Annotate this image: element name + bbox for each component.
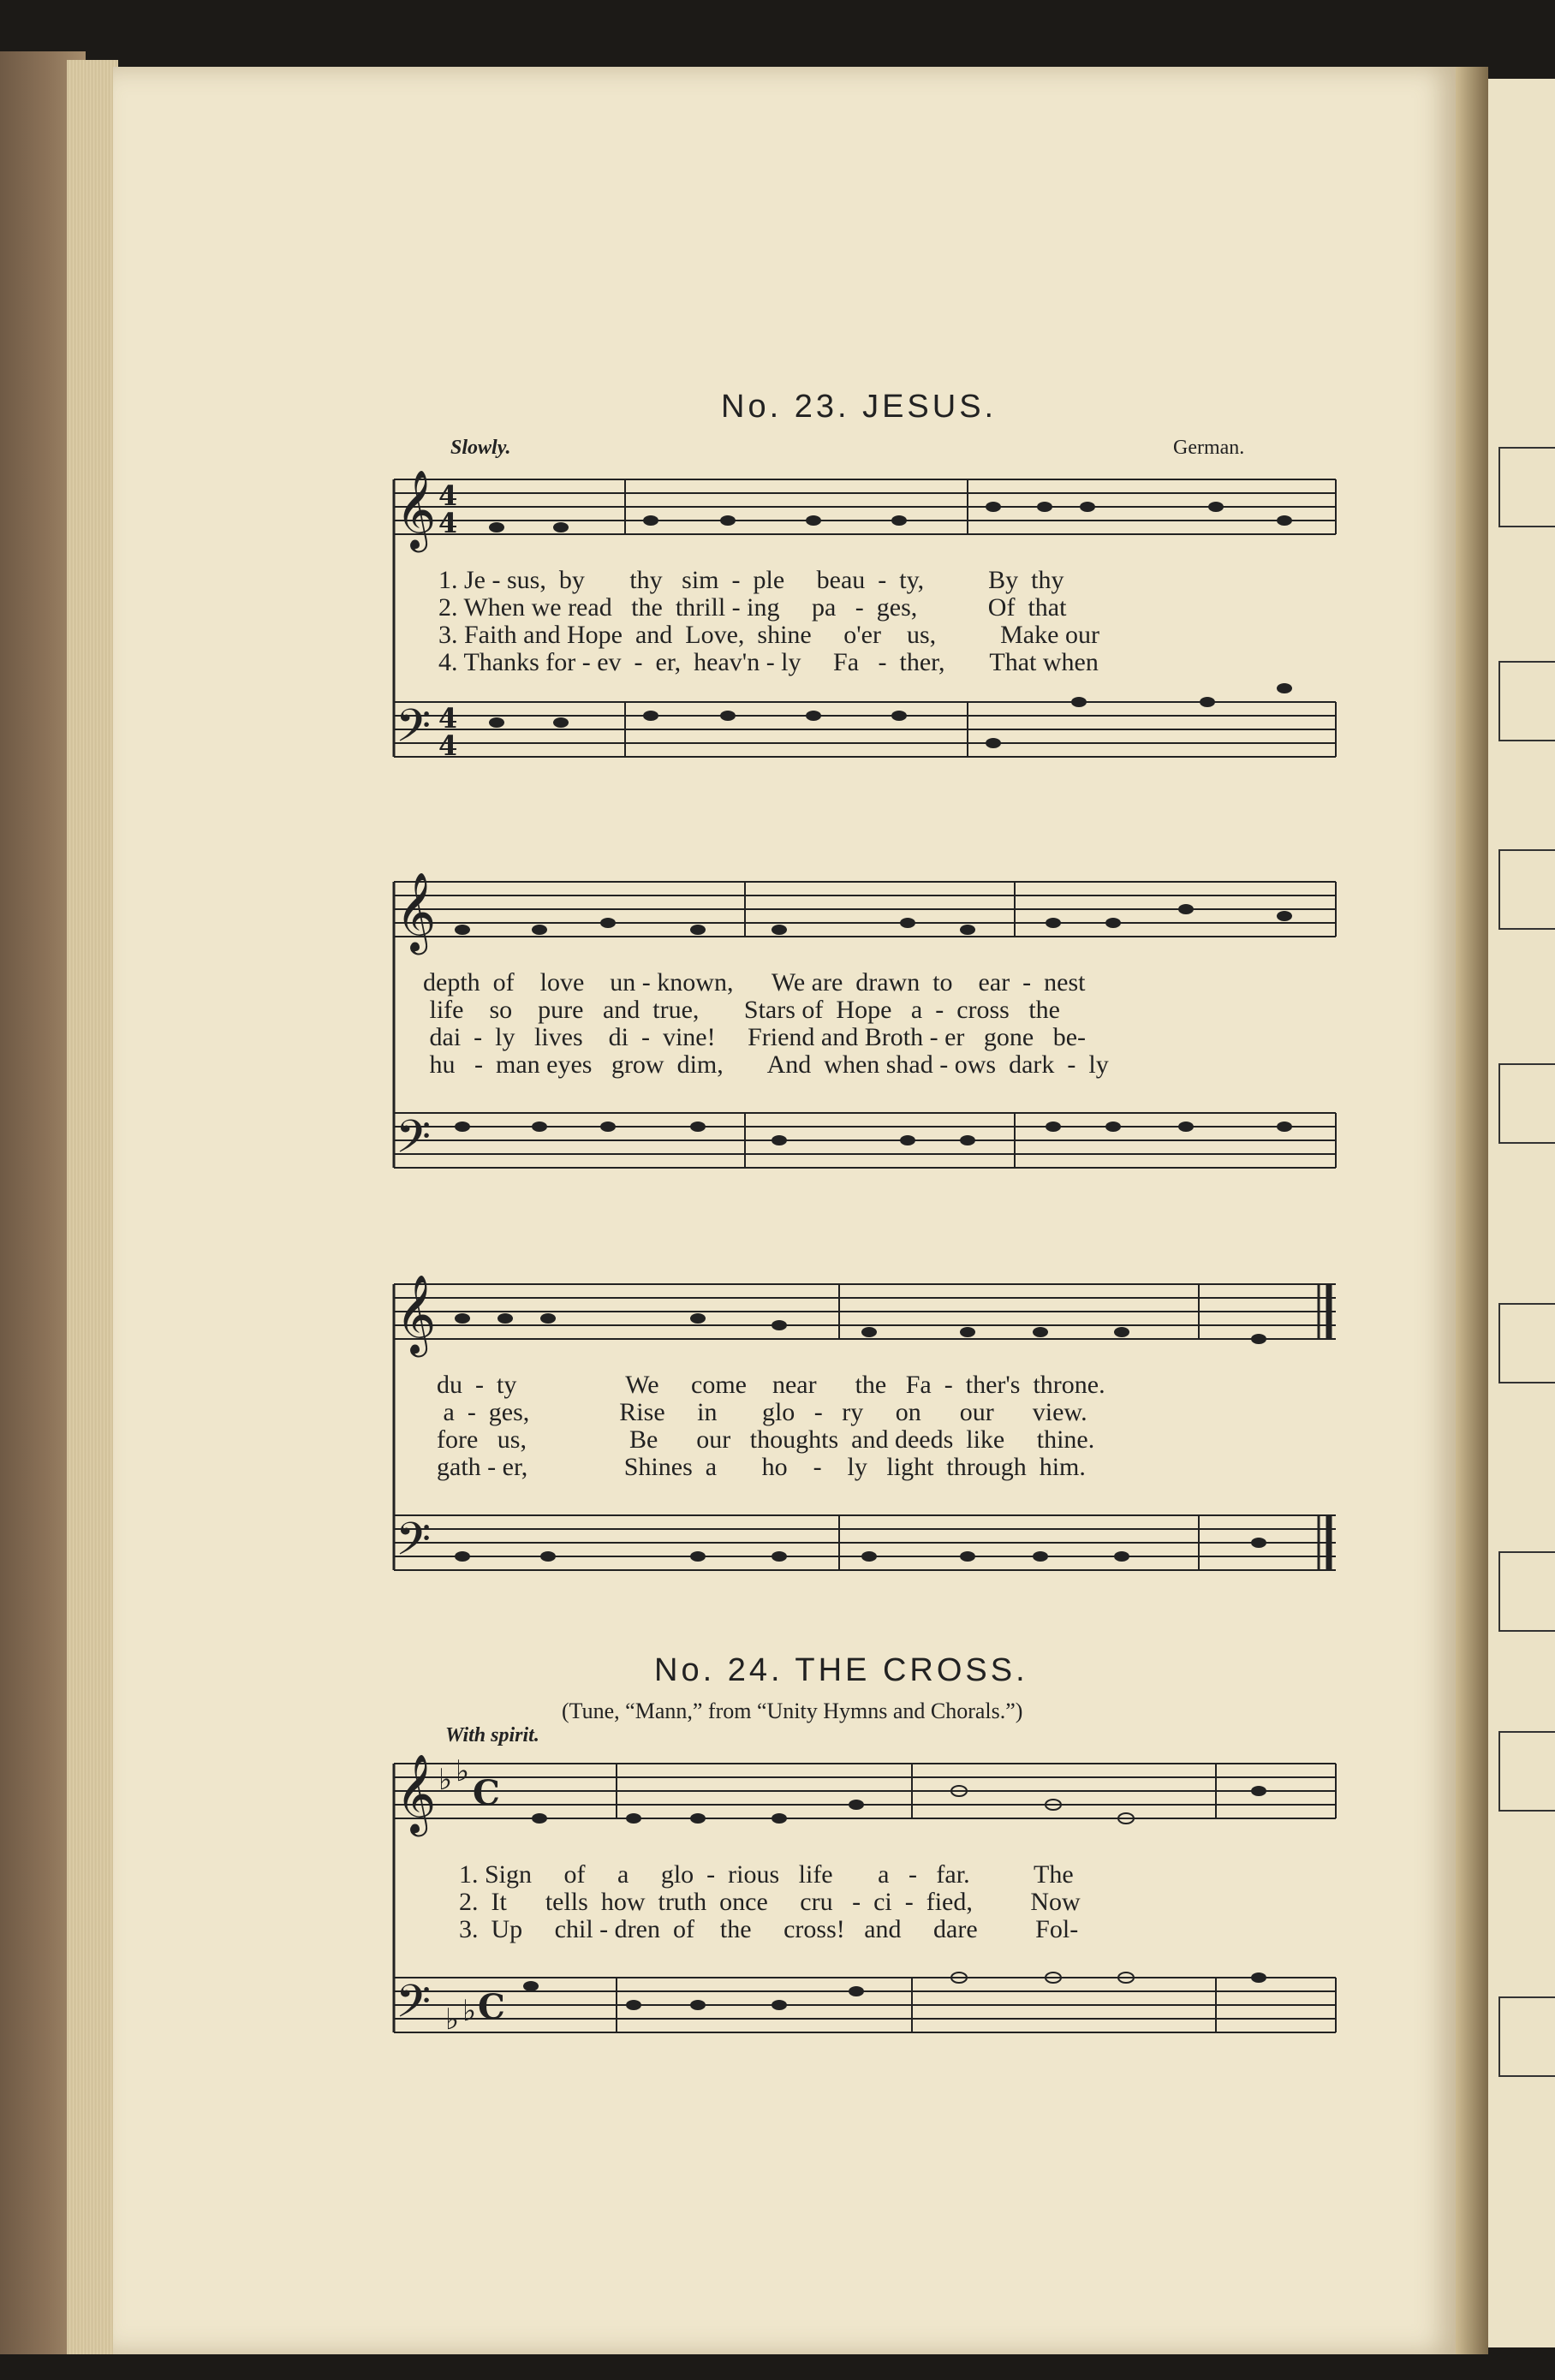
book-gutter <box>1456 67 1488 2354</box>
hymn-23-verse-4-line: hu - man eyes grow dim, And when shad - ows dark - ly <box>423 1050 1109 1079</box>
hymn-23-verse-2-line: life so pure and true, Stars of Hope a - cross the <box>423 996 1060 1024</box>
bass-clef-icon: 𝄢 <box>396 700 432 764</box>
hymn-23-verse-1-line: depth of love un - known, We are drawn to ear - nest <box>423 968 1086 997</box>
svg-text:4: 4 <box>438 507 458 539</box>
hymn-23-tempo: Slowly. <box>450 437 511 459</box>
facing-page-fragment <box>1488 79 1555 2347</box>
hymn-24-verse-3-line: 3. Up chil - dren of the cross! and dare Fol- <box>459 1915 1079 1943</box>
hymn-23-verse-2-line: 2. When we read the thrill - ing pa - ges, Of that <box>438 593 1067 622</box>
hymn-23-verse-3-line: dai - ly lives di - vine! Friend and Broth - er gone be- <box>423 1023 1086 1051</box>
facing-staff <box>1498 447 1555 527</box>
facing-staff <box>1498 1303 1555 1383</box>
svg-text:♭: ♭ <box>445 2002 460 2037</box>
page-stack-edge <box>67 60 118 2354</box>
hymn-23-verse-1-line: du - ty We come near the Fa - ther's throne. <box>437 1371 1105 1399</box>
facing-staff <box>1498 849 1555 930</box>
hymn-24-verse-2-line: 2. It tells how truth once cru - ci - fied, Now <box>459 1888 1081 1916</box>
svg-text:♭: ♭ <box>456 1755 470 1788</box>
hymn-23-verse-2-line: a - ges, Rise in glo - ry on our view. <box>437 1398 1087 1426</box>
treble-clef-icon: 𝄞 <box>396 471 437 549</box>
facing-staff <box>1498 1731 1555 1812</box>
facing-staff <box>1498 1996 1555 2077</box>
hymn-23-verse-3-line: 3. Faith and Hope and Love, shine o'er us, Make our <box>438 621 1099 649</box>
hymn-23-verse-3-line: fore us, Be our thoughts and deeds like thine. <box>437 1425 1095 1454</box>
svg-text:4: 4 <box>438 702 458 735</box>
bass-clef-icon: 𝄢 <box>396 1111 432 1175</box>
hymn-23-verse-4-line: gath - er, Shines a ho - ly light through him. <box>437 1453 1086 1481</box>
facing-staff <box>1498 1063 1555 1144</box>
hymn-23-composer: German. <box>1173 437 1245 459</box>
svg-text:4: 4 <box>438 729 458 762</box>
bass-clef-icon: 𝄢 <box>396 1514 432 1577</box>
treble-clef-icon: 𝄞 <box>396 1274 437 1354</box>
hymn-23-verse-4-line: 4. Thanks for - ev - er, heav'n - ly Fa - ther, That when <box>438 648 1099 676</box>
hymn-24-title: No. 24. THE CROSS. <box>654 1652 1028 1688</box>
svg-text:4: 4 <box>438 479 458 512</box>
hymn-24-tune-note: (Tune, “Mann,” from “Unity Hymns and Chorals.”) <box>562 1699 1023 1723</box>
facing-staff <box>1498 661 1555 741</box>
svg-text:♭: ♭ <box>462 1994 477 2028</box>
svg-text:C: C <box>473 1773 500 1813</box>
treble-clef-icon: 𝄞 <box>396 872 437 951</box>
hymn-23-verse-1-line: 1. Je - sus, by thy sim - ple beau - ty, By thy <box>438 566 1064 594</box>
facing-staff <box>1498 1551 1555 1632</box>
svg-text:C: C <box>478 1987 505 2027</box>
hymn-24-tempo: With spirit. <box>445 1724 539 1746</box>
svg-text:♭: ♭ <box>438 1763 453 1797</box>
hymn-24-verse-1-line: 1. Sign of a glo - rious life a - far. The <box>459 1860 1074 1889</box>
hymn-23-title: No. 23. JESUS. <box>721 389 998 425</box>
bass-clef-icon: 𝄢 <box>396 1976 432 2039</box>
treble-clef-icon: 𝄞 <box>396 1755 437 1833</box>
